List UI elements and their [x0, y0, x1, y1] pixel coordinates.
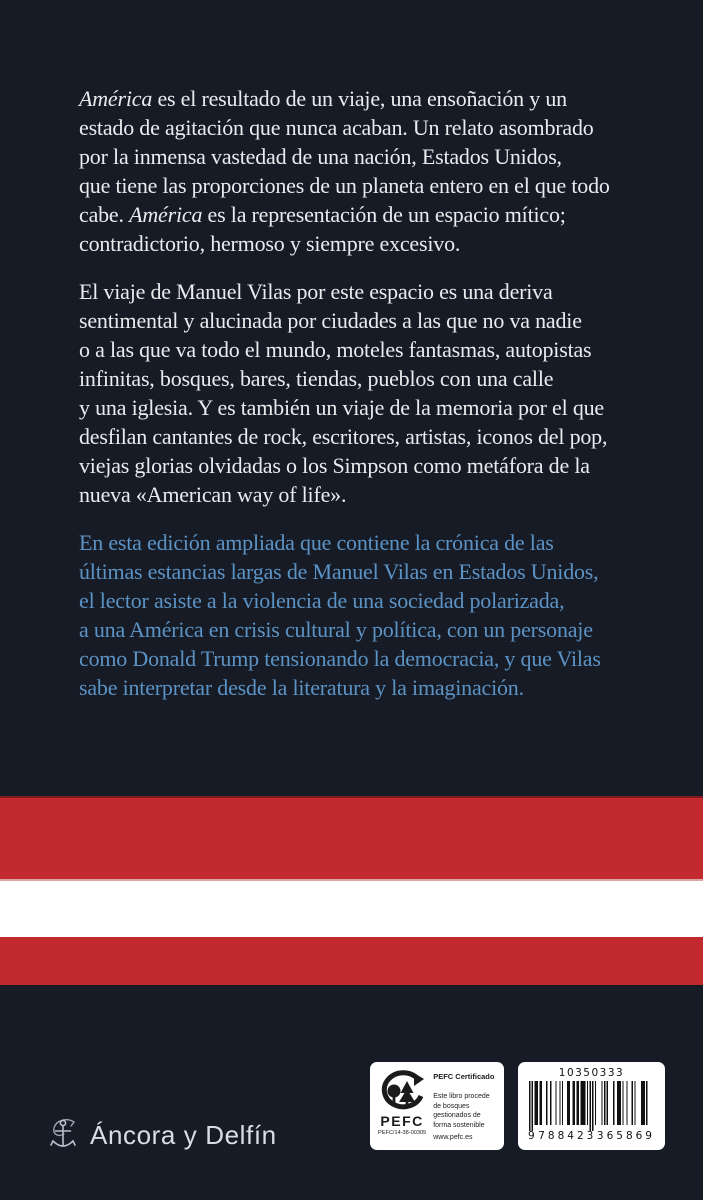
pefc-licence-code: PEFC/14-38-00305: [378, 1130, 427, 1136]
barcode-label: [518, 1062, 665, 1150]
pefc-certificate-label: [370, 1062, 504, 1150]
isbn-check-digit: 9: [528, 1130, 538, 1142]
publisher-imprint: [47, 1117, 277, 1153]
flag-stripe-white: [0, 879, 703, 937]
synopsis-line: que tiene las proporciones de un planeta entero en el que todo: [79, 173, 610, 198]
synopsis-line: viejas glorias olvidadas o los Simpson como metáfora de la: [79, 453, 590, 478]
pefc-wordmark: PEFC: [380, 1113, 424, 1129]
pefc-logo-icon: [378, 1069, 426, 1113]
publisher-name: Áncora y Delfín: [90, 1119, 277, 1150]
synopsis-line: El viaje de Manuel Vilas por este espacio es una deriva: [79, 279, 553, 304]
synopsis-text-block: [79, 84, 679, 721]
synopsis-line: estado de agitación que nunca acaban. Un relato asombrado: [79, 115, 594, 140]
ean13-barcode: [529, 1081, 654, 1131]
synopsis-paragraph: [79, 528, 679, 702]
synopsis-line: En esta edición ampliada que contiene la crónica de las: [79, 530, 554, 555]
synopsis-line: infinitas, bosques, bares, tiendas, pueblos con una calle: [79, 366, 554, 391]
pefc-text-column: [433, 1069, 497, 1144]
pefc-logo-column: [378, 1069, 426, 1144]
barcode-top-number: 10350333: [558, 1067, 625, 1079]
synopsis-line: o a las que va todo el mundo, moteles fantasmas, autopistas: [79, 337, 592, 362]
synopsis-line: contradictorio, hermoso y siempre excesivo.: [79, 231, 461, 256]
synopsis-line: desfilan cantantes de rock, escritores, artistas, iconos del pop,: [79, 424, 608, 449]
pefc-url: www.pefc.es: [433, 1134, 473, 1141]
isbn-group-left: 788423: [538, 1130, 597, 1142]
synopsis-line: y una iglesia. Y es también un viaje de la memoria por el que: [79, 395, 604, 420]
isbn-digits: [528, 1130, 655, 1142]
synopsis-line: a una América en crisis cultural y política, con un personaje: [79, 617, 593, 642]
pefc-description: Este libro procede de bosques gestionados de forma sostenible: [433, 1093, 490, 1129]
pefc-title: PEFC Certificado: [433, 1072, 495, 1081]
synopsis-line: el lector asiste a la violencia de una sociedad polarizada,: [79, 588, 565, 613]
synopsis-line: sabe interpretar desde la literatura y la imaginación.: [79, 675, 524, 700]
synopsis-paragraph: [79, 277, 679, 509]
synopsis-line: América es el resultado de un viaje, una ensoñación y un: [79, 86, 567, 111]
synopsis-line: por la inmensa vastedad de una nación, Estados Unidos,: [79, 144, 562, 169]
flag-stripe-red-bottom: [0, 937, 703, 985]
flag-stripe-red-top: [0, 796, 703, 879]
synopsis-line: sentimental y alucinada por ciudades a las que no va nadie: [79, 308, 582, 333]
synopsis-line: cabe. América es la representación de un espacio mítico;: [79, 202, 566, 227]
synopsis-paragraph: [79, 84, 679, 258]
synopsis-line: nueva «American way of life».: [79, 482, 347, 507]
anchor-dolphin-icon: [47, 1117, 79, 1153]
synopsis-line: últimas estancias largas de Manuel Vilas en Estados Unidos,: [79, 559, 599, 584]
synopsis-line: como Donald Trump tensionando la democracia, y que Vilas: [79, 646, 601, 671]
isbn-group-right: 365869: [596, 1130, 655, 1142]
